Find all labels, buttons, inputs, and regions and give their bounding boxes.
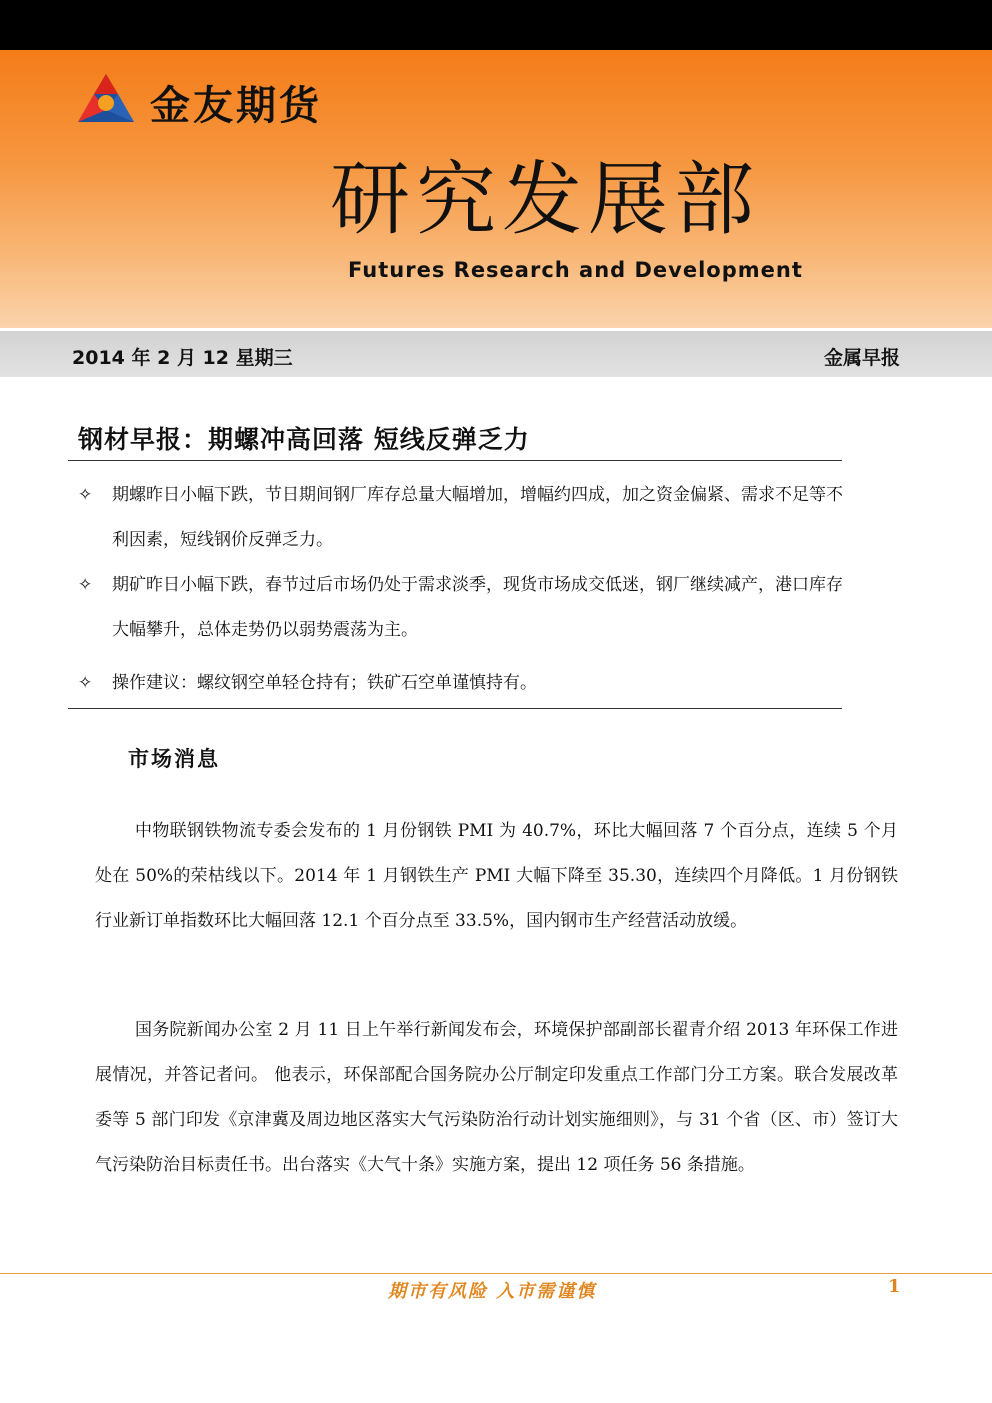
summary-bullet (78, 473, 848, 563)
diamond-star-icon: ✧ (78, 485, 93, 505)
department-subtitle: Futures Research and Development (348, 258, 803, 282)
section-title: 市场消息 (128, 746, 220, 771)
page-number: 1 (888, 1276, 901, 1297)
summary-rule (68, 708, 842, 709)
report-date: 2014 年 2 月 12 星期三 (72, 347, 293, 369)
risk-slogan: 期市有风险 入市需谨慎 (388, 1281, 597, 1302)
bullet-text: 期矿昨日小幅下跌，春节过后市场仍处于需求淡季，现货市场成交低迷，钢厂继续减产，港口库存大幅攀升，总体走势仍以弱势震荡为主。 (112, 575, 843, 640)
jinyou-logo-icon (76, 72, 136, 124)
brand-name: 金友期货 (150, 83, 322, 129)
report-headline: 钢材早报：期螺冲高回落 短线反弹乏力 (78, 425, 530, 454)
footer-rule (0, 1273, 992, 1274)
top-black-bar (0, 0, 992, 50)
news-paragraph: 国务院新闻办公室 2 月 11 日上午举行新闻发布会，环境保护部副部长翟青介绍 2013 年环保工作进展情况，并答记者问。 他表示，环保部配合国务院办公厅制定印发重点工作部门分工方案。联合发展改革委等 5 部门印发《京津冀及周边地区落实大气污染防治行动计划实施细则》，与 31 个省（区、市）签订大气污染防治目标责任书。出台落实《大气十条》实施方案，提出 12 项任务 56 条措施。 (95, 1020, 898, 1175)
report-type: 金属早报 (823, 347, 900, 369)
bullet-text: 操作建议：螺纹钢空单轻仓持有；铁矿石空单谨慎持有。 (112, 673, 537, 693)
summary-bullet (78, 661, 848, 706)
bullet-text: 期螺昨日小幅下跌，节日期间钢厂库存总量大幅增加，增幅约四成，加之资金偏紧、需求不足等不利因素，短线钢价反弹乏力。 (112, 485, 843, 550)
department-title: 研究发展部 (330, 153, 760, 246)
news-paragraph: 中物联钢铁物流专委会发布的 1 月份钢铁 PMI 为 40.7%，环比大幅回落 7 个百分点，连续 5 个月处在 50%的荣枯线以下。2014 年 1 月钢铁生产 PMI 大幅下降至 35.30，连续四个月降低。1 月份钢铁行业新订单指数环比大幅回落 12.1 个百分点至 33.5%，国内钢市生产经营活动放缓。 (95, 821, 898, 931)
summary-bullet (78, 563, 848, 653)
diamond-star-icon: ✧ (78, 673, 93, 693)
diamond-star-icon: ✧ (78, 575, 93, 595)
headline-rule (68, 460, 842, 461)
